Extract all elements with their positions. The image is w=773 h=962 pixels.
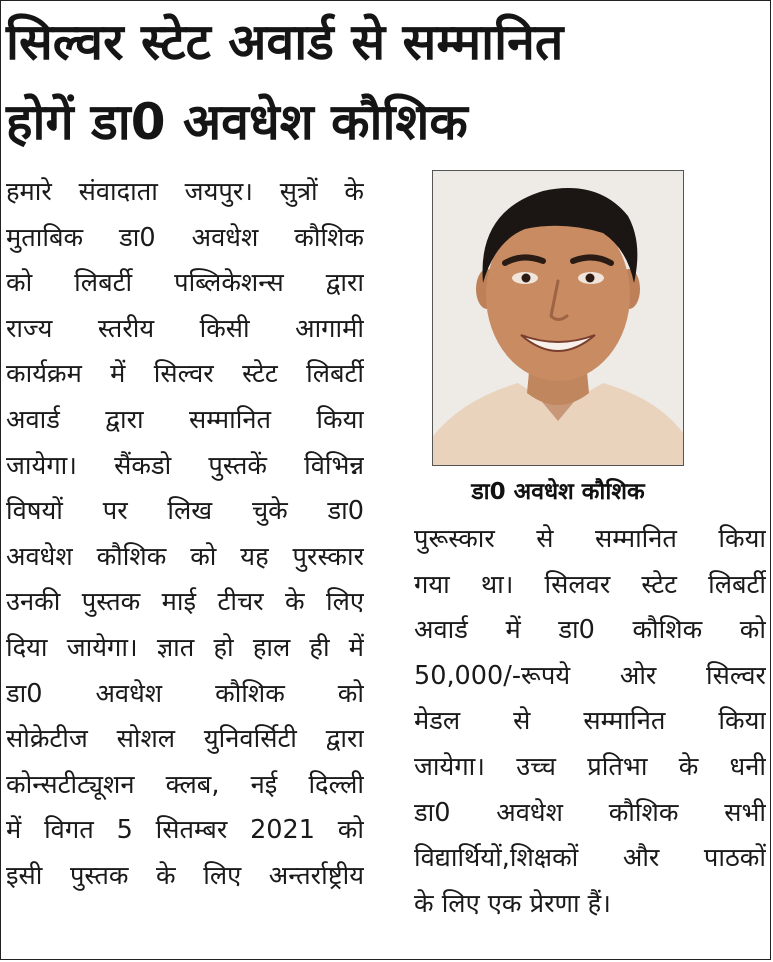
article-right-column: [414, 517, 766, 927]
article-line: गया था। सिलवर स्टेट लिबर्टी: [414, 569, 766, 600]
photo-caption: डा0 अवधेश कौशिक: [471, 479, 645, 505]
article-line: विद्यार्थियों,शिक्षकों और पाठकों: [414, 843, 766, 874]
headline: [6, 2, 766, 162]
article-line: को लिबर्टी पब्लिकेशन्स द्वारा: [6, 268, 364, 299]
portrait-photo: [432, 170, 684, 466]
article-line: सोक्रेटीज सोशल युनिवर्सिटी द्वारा: [6, 724, 364, 755]
headline-line-2: होगें डा0 अवधेश कौशिक: [6, 93, 468, 151]
portrait-illustration: [433, 171, 683, 465]
article-line: डा0 अवधेश कौशिक सभी: [414, 797, 766, 828]
article-line: 50,000/-रूपये ओर सिल्वर: [414, 660, 766, 691]
article-line: में विगत 5 सितम्बर 2021 को: [6, 815, 364, 846]
article-line: इसी पुस्तक के लिए अन्तर्राष्ट्रीय: [6, 860, 364, 891]
article-line: विषयों पर लिख चुके डा0: [6, 496, 364, 527]
article-line: दिया जायेगा। ज्ञात हो हाल ही में: [6, 632, 364, 663]
article-line: राज्य स्तरीय किसी आगामी: [6, 313, 364, 344]
article-line: उनकी पुस्तक माई टीचर के लिए: [6, 587, 364, 618]
article-line: अवार्ड द्वारा सम्मानित किया: [6, 404, 364, 435]
article-line: जायेगा। उच्च प्रतिभा के धनी: [414, 751, 766, 782]
article-line: अवार्ड में डा0 कौशिक को: [414, 615, 766, 646]
headline-line-1: सिल्वर स्टेट अवार्ड से सम्मानित: [6, 13, 564, 71]
article-line: मेडल से सम्मानित किया: [414, 706, 766, 737]
article-line: कोन्सटीट्यूशन क्लब, नई दिल्ली: [6, 769, 364, 800]
article-line: डा0 अवधेश कौशिक को: [6, 678, 364, 709]
article-line: अवधेश कौशिक को यह पुरस्कार: [6, 541, 364, 572]
article-left-column: [6, 170, 364, 900]
article-line: कार्यक्रम में सिल्वर स्टेट लिबर्टी: [6, 359, 364, 390]
article-line: हमारे संवादाता जयपुर। सुत्रों के: [6, 177, 364, 207]
article-line: के लिए एक प्रेरणा हैं।: [414, 888, 611, 919]
article-line: जायेगा। सैंकडो पुस्तकें विभिन्न: [6, 450, 364, 481]
article-line: पुरूस्कार से सम्मानित किया: [414, 524, 766, 554]
article-line: मुताबिक डा0 अवधेश कौशिक: [6, 222, 364, 253]
